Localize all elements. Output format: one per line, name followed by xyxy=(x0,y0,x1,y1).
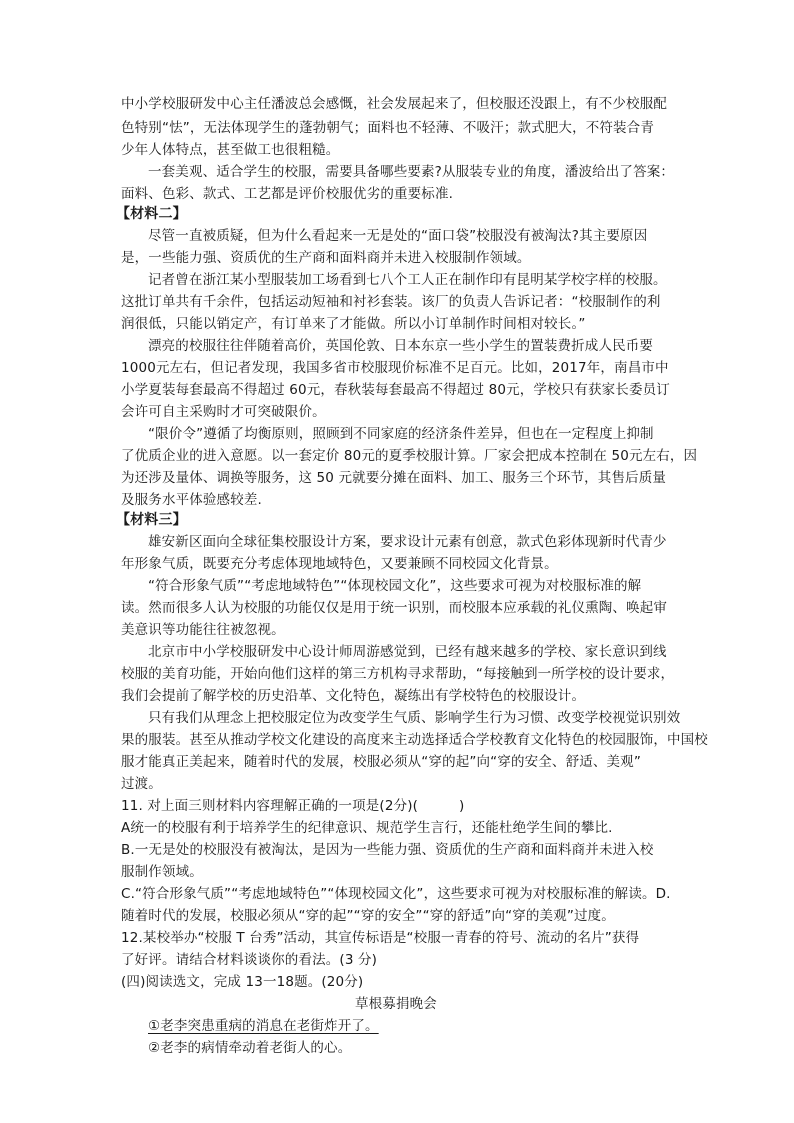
text-line: 美意识等功能往往被忽视。 xyxy=(121,622,285,638)
question-11: 11. 对上面三则材料内容理解正确的一项是(2分)( ) xyxy=(121,798,465,814)
story-title: 草根募捐晚会 xyxy=(355,996,437,1012)
text-line: 色特别“怯”，无法体现学生的蓬勃朝气；面料也不轻薄、不吸汗；款式肥大，不符装合青 xyxy=(121,120,654,136)
text-line: “限价令”遵循了均衡原则，照顾到不同家庭的经济条件差异，但也在一定程度上抑制 xyxy=(148,426,654,442)
text-line: 年形象气质，既要充分考虑体现地域特色，又要兼顾不同校园文化背景。 xyxy=(121,556,558,572)
text-line: 1000元左右，但记者发现，我国多省市校服现价标准不足百元。比如，2017年，南昌市中 xyxy=(121,360,669,376)
text-line: 雄安新区面向全球征集校服设计方案，要求设计元素有创意，款式色彩体现新时代青少 xyxy=(148,534,667,550)
option-b-cont: 服制作领域。 xyxy=(121,864,203,880)
text-line: 为还涉及量体、调换等服务，这 50 元就要分摊在面料、加工、服务三个环节，其售后质量 xyxy=(121,470,667,486)
text-line: 北京市中小学校服研发中心设计师周游感觉到，已经有越来越多的学校、家长意识到线 xyxy=(148,644,667,660)
text-line: 及服务水平体验感较差. xyxy=(121,492,262,508)
text-line: 会许可自主采购时才可突破限价。 xyxy=(121,404,326,420)
text-line: 过渡。 xyxy=(121,776,162,792)
text-line: 果的服装。甚至从推动学校文化建设的高度来主动选择适合学校教育文化特色的校园服饰，中国校 xyxy=(121,732,708,748)
option-b: B.一无是处的校服没有被淘汰，是因为一些能力强、资质优的生产商和面料商并未进入校 xyxy=(121,842,654,858)
text-line: 一套美观、适合学生的校服，需要具备哪些要素?从服装专业的角度，潘波给出了答案： xyxy=(148,164,675,180)
question-12-cont: 了好评。请结合材料谈谈你的看法。(3 分) xyxy=(121,952,378,968)
text-line: 少年人体特点，甚至做工也很粗糙。 xyxy=(121,142,340,158)
option-a: A统一的校服有利于培养学生的纪律意识、规范学生言行，还能杜绝学生间的攀比. xyxy=(121,820,613,836)
text-line: 我们会提前了解学校的历史沿革、文化特色，凝练出有学校特色的校服设计。 xyxy=(121,688,586,704)
text-line: 漂亮的校服往往伴随着高价，英国伦敦、日本东京一些小学生的置装费折成人民币要 xyxy=(148,338,654,354)
text-line: 只有我们从理念上把校服定位为改变学生气质、影响学生行为习惯、改变学校视觉识别效 xyxy=(148,710,681,726)
story-paragraph-2: ②老李的病情牵动着老街人的心。 xyxy=(148,1040,352,1056)
option-d: 随着时代的发展，校服必须从“穿的起”“穿的安全”“穿的舒适”向“穿的美观”过度。 xyxy=(121,908,615,924)
text-line: 小学夏装每套最高不得超过 60元，春秋装每套最高不得超过 80元，学校只有获家长委员订 xyxy=(121,382,670,398)
text-line: 了优质企业的进入意愿。以一套定价 80元的夏季校服计算。厂家会把成本控制在 50元左右，因 xyxy=(121,448,698,464)
text-line: 读。然而很多人认为校服的功能仅仅是用于统一识别，而校服本应承载的礼仪熏陶、唤起审 xyxy=(121,600,667,616)
story-paragraph-1: ①老李突患重病的消息在老街炸开了。 xyxy=(148,1018,379,1034)
text-line: 这批订单共有千余件，包括运动短袖和衬衫套装。该厂的负责人告诉记者：“校服制作的利 xyxy=(121,294,661,310)
text-line: 是，一些能力强、资质优的生产商和面料商并未进入校服制作领域。 xyxy=(121,250,531,266)
text-line: 面料、色彩、款式、工艺都是评价校服优劣的重要标准. xyxy=(121,186,454,202)
option-c: C.“符合形象气质”“考虑地域特色”“体现校园文化”，这些要求可视为对校服标准的解读。D. xyxy=(121,886,671,902)
section-heading: 【材料二】 xyxy=(116,206,187,222)
section-heading: 【材料三】 xyxy=(116,512,187,528)
text-line: 记者曾在浙江某小型服装加工场看到七八个工人正在制作印有昆明某学校字样的校服。 xyxy=(148,272,667,288)
section-four-instructions: (四)阅读选文，完成 13一18题。(20分) xyxy=(121,974,364,990)
text-line: 校服的美育功能，开始向他们这样的第三方机构寻求帮助，“每接触到一所学校的设计要求， xyxy=(121,666,675,682)
text-line: 尽管一直被质疑，但为什么看起来一无是处的“面口袋”校服没有被淘汰?其主要原因 xyxy=(148,228,648,244)
text-line: “符合形象气质”“考虑地域特色”“体现校园文化”，这些要求可视为对校服标准的解 xyxy=(148,578,642,594)
text-line: 服才能真正美起来，随着时代的发展，校服必须从“穿的起”向“穿的安全、舒适、美观” xyxy=(121,754,641,770)
text-line: 润很低，只能以销定产，有订单来了才能做。所以小订单制作时间相对较长。” xyxy=(121,316,586,332)
question-12: 12.某校举办“校服 T 台秀”活动，其宣传标语是“校服一青春的符号、流动的名片”获得 xyxy=(121,930,640,946)
text-line: 中小学校服研发中心主任潘波总会感慨，社会发展起来了，但校服还没跟上，有不少校服配 xyxy=(121,96,667,112)
